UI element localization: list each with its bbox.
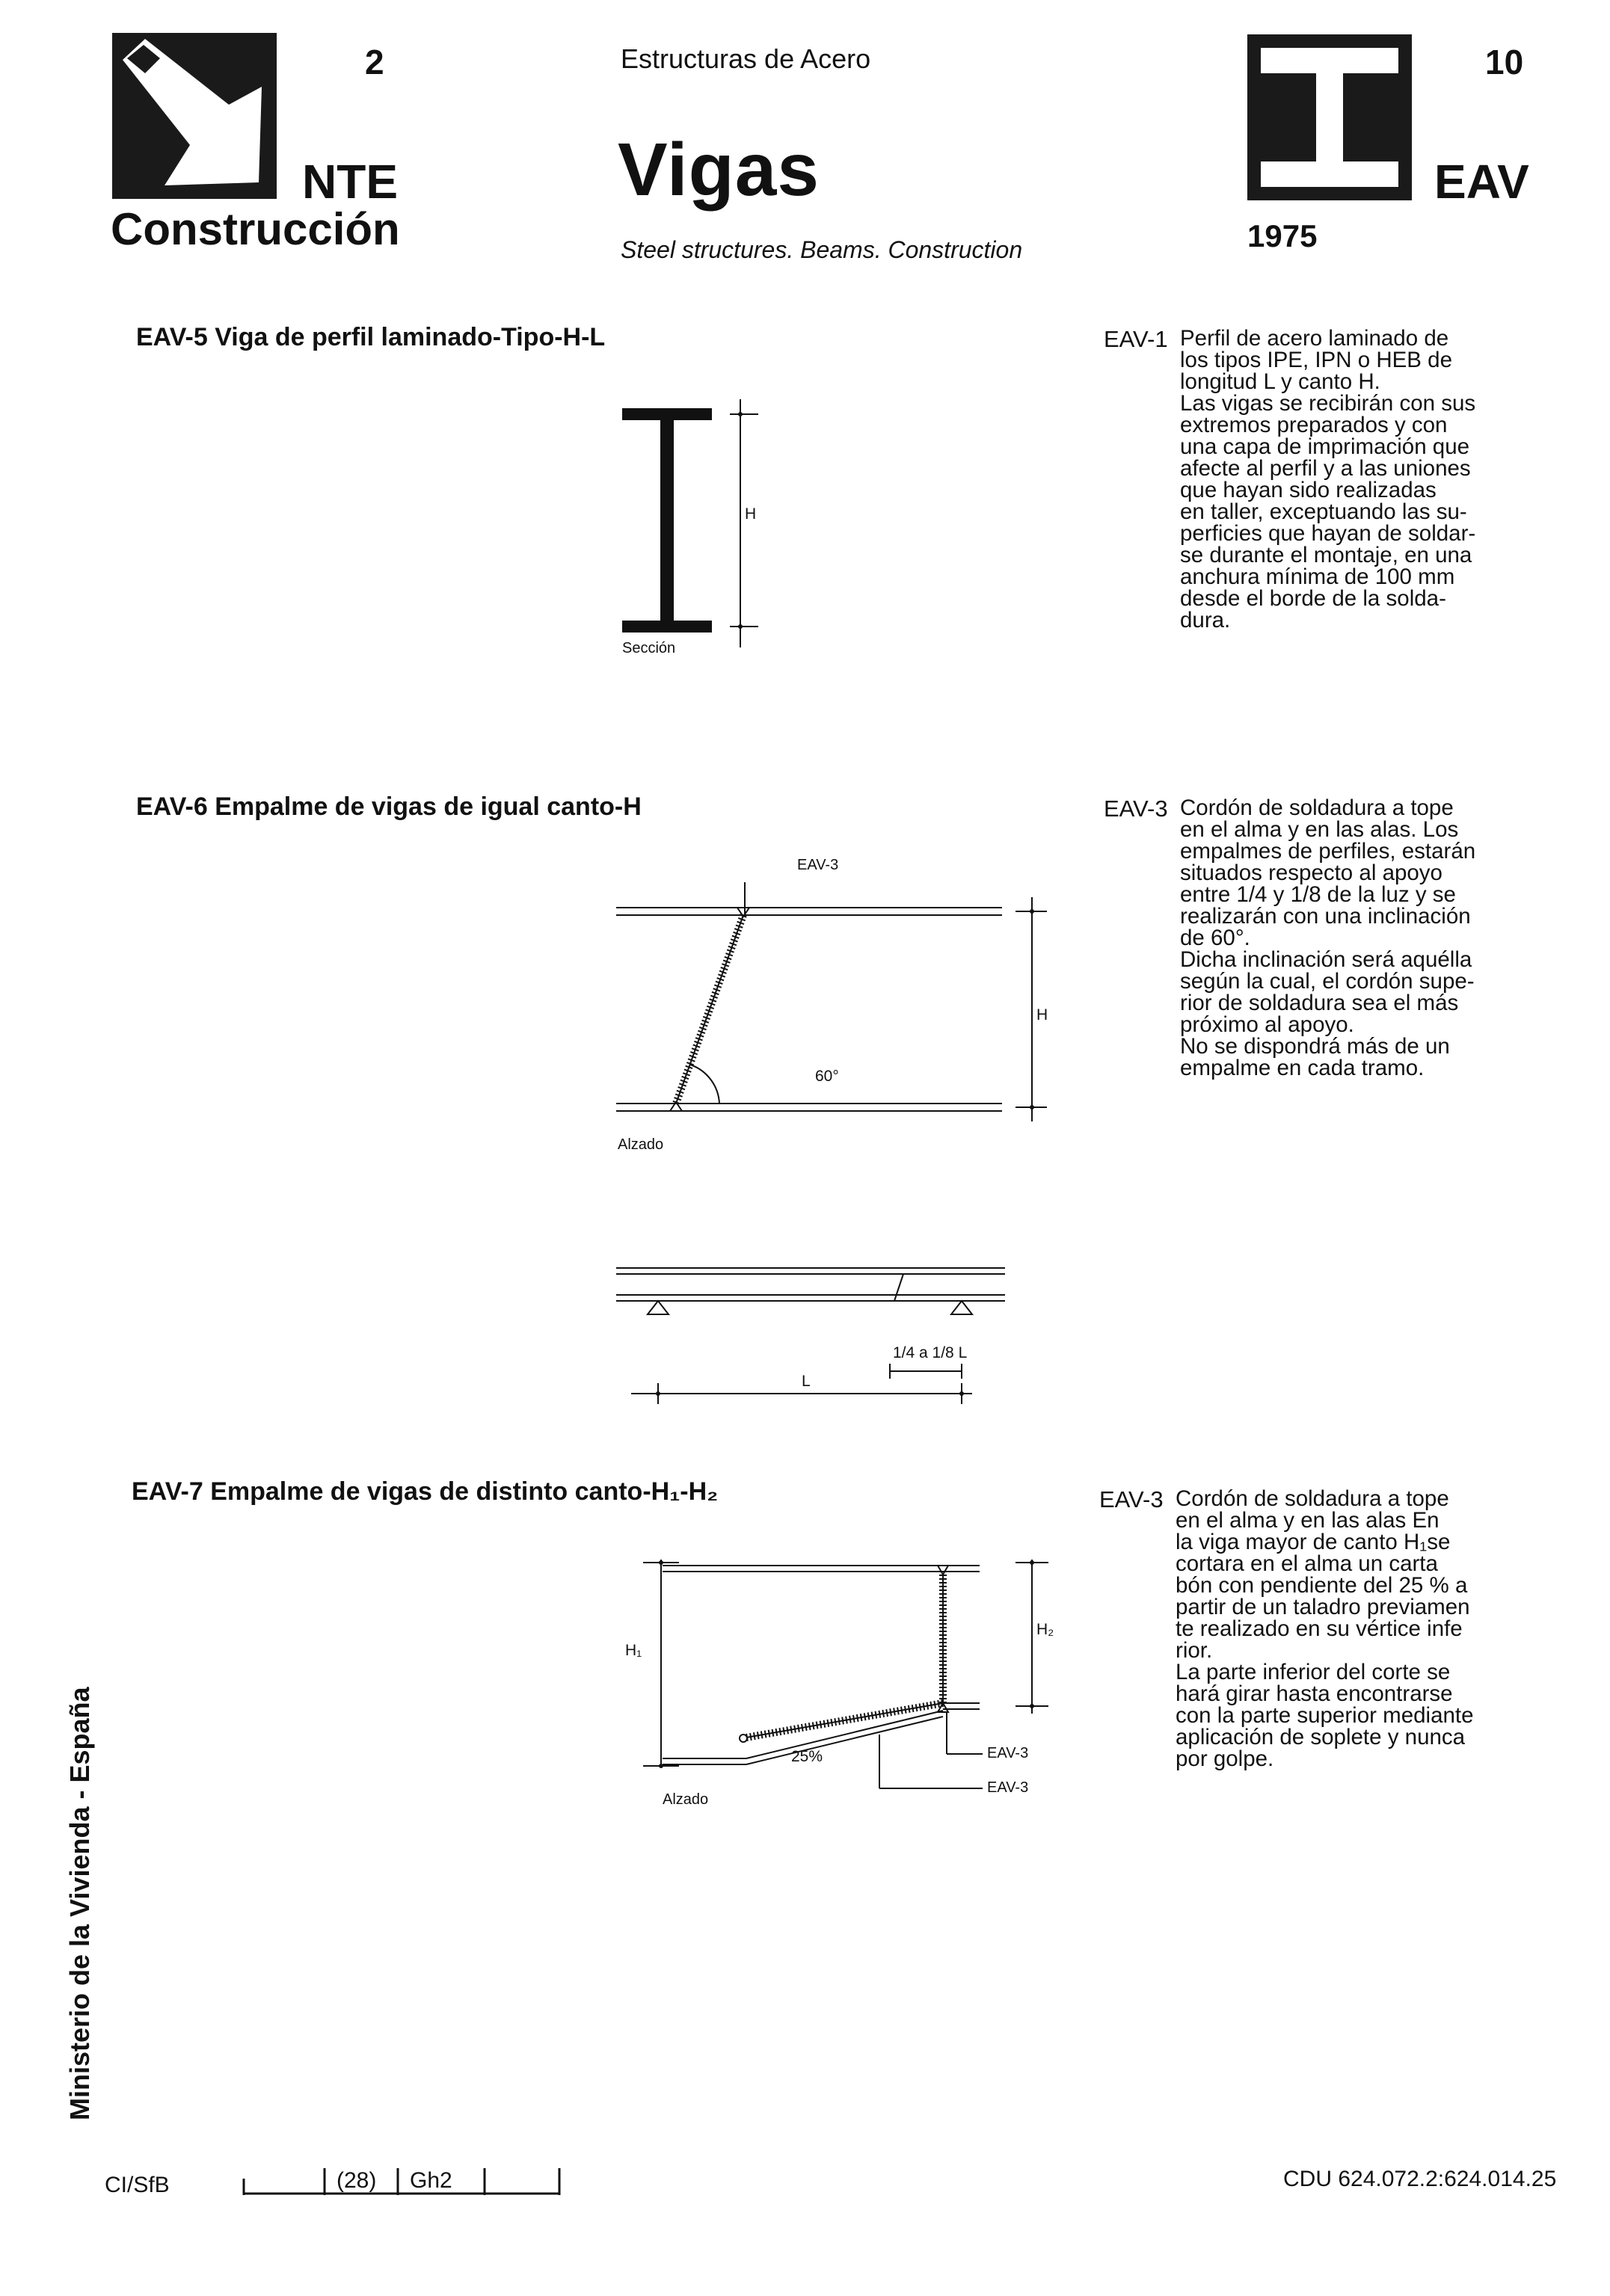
note-line: situados respecto al apoyo [1180, 861, 1442, 885]
note-line: rior. [1176, 1638, 1213, 1663]
note-line: entre 1/4 y 1/8 de la luz y se [1180, 882, 1456, 907]
note-line: Perfil de acero laminado de [1180, 326, 1449, 351]
note-code-eav3-b: EAV-3 [1099, 1486, 1164, 1512]
section-title-eav7: EAV-7 Empalme de vigas de distinto canto-H₁-H₂ [132, 1477, 719, 1506]
note-code-eav1: EAV-1 [1104, 326, 1168, 352]
note-line: en el alma y en las alas En [1176, 1508, 1440, 1533]
note-line: Las vigas se recibirán con sus [1180, 391, 1476, 416]
note-line: en taller, exceptuando las su- [1180, 499, 1467, 524]
eav6-fraction: 1/4 a 1/8 L [893, 1344, 968, 1361]
page-title: Vigas [618, 128, 820, 212]
series-label: Estructuras de Acero [621, 43, 871, 74]
note-line: te realizado en su vértice infe [1176, 1616, 1463, 1641]
note-line: extremos preparados y con [1180, 413, 1448, 437]
note-line: hará girar hasta encontrarse [1176, 1681, 1453, 1706]
note-line: se durante el montaje, en una [1180, 543, 1472, 567]
right-page-number: 10 [1485, 43, 1524, 81]
note-text-eav5 [1180, 327, 1554, 631]
note-line: empalme en cada tramo. [1180, 1056, 1425, 1080]
note-line: según la cual, el cordón supe- [1180, 969, 1475, 994]
note-line: aplicación de soplete y nunca [1176, 1725, 1466, 1749]
note-text-eav7 [1176, 1488, 1549, 1770]
trowel-icon [112, 33, 277, 199]
note-line: por golpe. [1176, 1746, 1274, 1771]
eav7-caption: Alzado [663, 1791, 709, 1808]
i-beam-icon [1247, 34, 1412, 200]
note-line: una capa de imprimación que [1180, 434, 1470, 459]
note-line: afecte al perfil y a las uniones [1180, 456, 1471, 481]
eav5-section-figure [598, 389, 808, 673]
note-line: en el alma y en las alas. Los [1180, 817, 1459, 842]
note-line: empalmes de perfiles, estarán [1180, 839, 1476, 864]
note-line: la viga mayor de canto H₁se [1176, 1530, 1451, 1554]
eav7-dim-h2: H₂ [1036, 1621, 1054, 1638]
page-subtitle: Steel structures. Beams. Construction [621, 236, 1023, 263]
section-title-eav6: EAV-6 Empalme de vigas de igual canto-H [136, 792, 642, 821]
note-line: No se dispondrá más de un [1180, 1034, 1450, 1059]
i-beam-logo [1247, 34, 1412, 200]
eav-code: EAV [1434, 155, 1529, 209]
note-line: que hayan sido realizadas [1180, 478, 1437, 502]
eav6-dim-h: H [1036, 1006, 1048, 1024]
note-text-eav6 [1180, 797, 1554, 1079]
eav5-dim-h: H [745, 505, 757, 523]
eav5-caption: Sección [622, 640, 676, 656]
note-line: cortara en el alma un carta [1176, 1551, 1438, 1576]
cdu-code: CDU 624.072.2:624.014.25 [1283, 2167, 1557, 2191]
note-line: longitud L y canto H. [1180, 369, 1380, 394]
eav6-caption: Alzado [618, 1136, 664, 1153]
note-line: de 60°. [1180, 926, 1250, 950]
section-title-eav5: EAV-5 Viga de perfil laminado-Tipo-H-L [136, 323, 606, 351]
eav7-weld-ref-2: EAV-3 [987, 1779, 1029, 1796]
note-line: perficies que hayan de soldar- [1180, 521, 1476, 546]
note-line: realizarán con una inclinación [1180, 904, 1471, 929]
note-line: los tipos IPE, IPN o HEB de [1180, 348, 1452, 372]
year: 1975 [1247, 218, 1318, 253]
nte-logo [112, 33, 277, 199]
note-line: rior de soldadura sea el más [1180, 991, 1459, 1015]
note-line: partir de un taladro previamen [1176, 1595, 1470, 1619]
construccion-label: Construcción [111, 204, 400, 254]
note-line: próximo al apoyo. [1180, 1012, 1354, 1037]
note-line: Dicha inclinación será aquélla [1180, 947, 1472, 972]
note-line: Cordón de soldadura a tope [1176, 1486, 1449, 1511]
eav7-dim-h1: H₁ [625, 1642, 642, 1659]
cisfb-box-1: (28) [337, 2168, 377, 2193]
eav6-span: L [802, 1373, 811, 1390]
ministry-label: Ministerio de la Vivienda - España [64, 1687, 95, 2120]
eav7-weld-ref-1: EAV-3 [987, 1745, 1029, 1761]
eav7-slope: 25% [791, 1748, 823, 1765]
eav6-elevation-figure [606, 852, 1069, 1151]
note-line: desde el borde de la solda- [1180, 586, 1446, 611]
eav6-weld-ref: EAV-3 [797, 857, 839, 873]
nte-label: NTE [302, 155, 398, 209]
note-line: Cordón de soldadura a tope [1180, 795, 1454, 820]
left-page-number: 2 [365, 43, 384, 81]
cisfb-box-2: Gh2 [410, 2168, 452, 2193]
eav6-angle: 60° [815, 1068, 839, 1085]
note-line: anchura mínima de 100 mm [1180, 564, 1455, 589]
eav6-plan-figure [606, 1256, 1024, 1413]
note-line: bón con pendiente del 25 % a [1176, 1573, 1468, 1598]
note-line: La parte inferior del corte se [1176, 1660, 1451, 1684]
note-line: dura. [1180, 608, 1231, 633]
note-code-eav3-a: EAV-3 [1104, 795, 1168, 822]
note-line: con la parte superior mediante [1176, 1703, 1474, 1728]
cisfb-label: CI/SfB [105, 2173, 170, 2197]
